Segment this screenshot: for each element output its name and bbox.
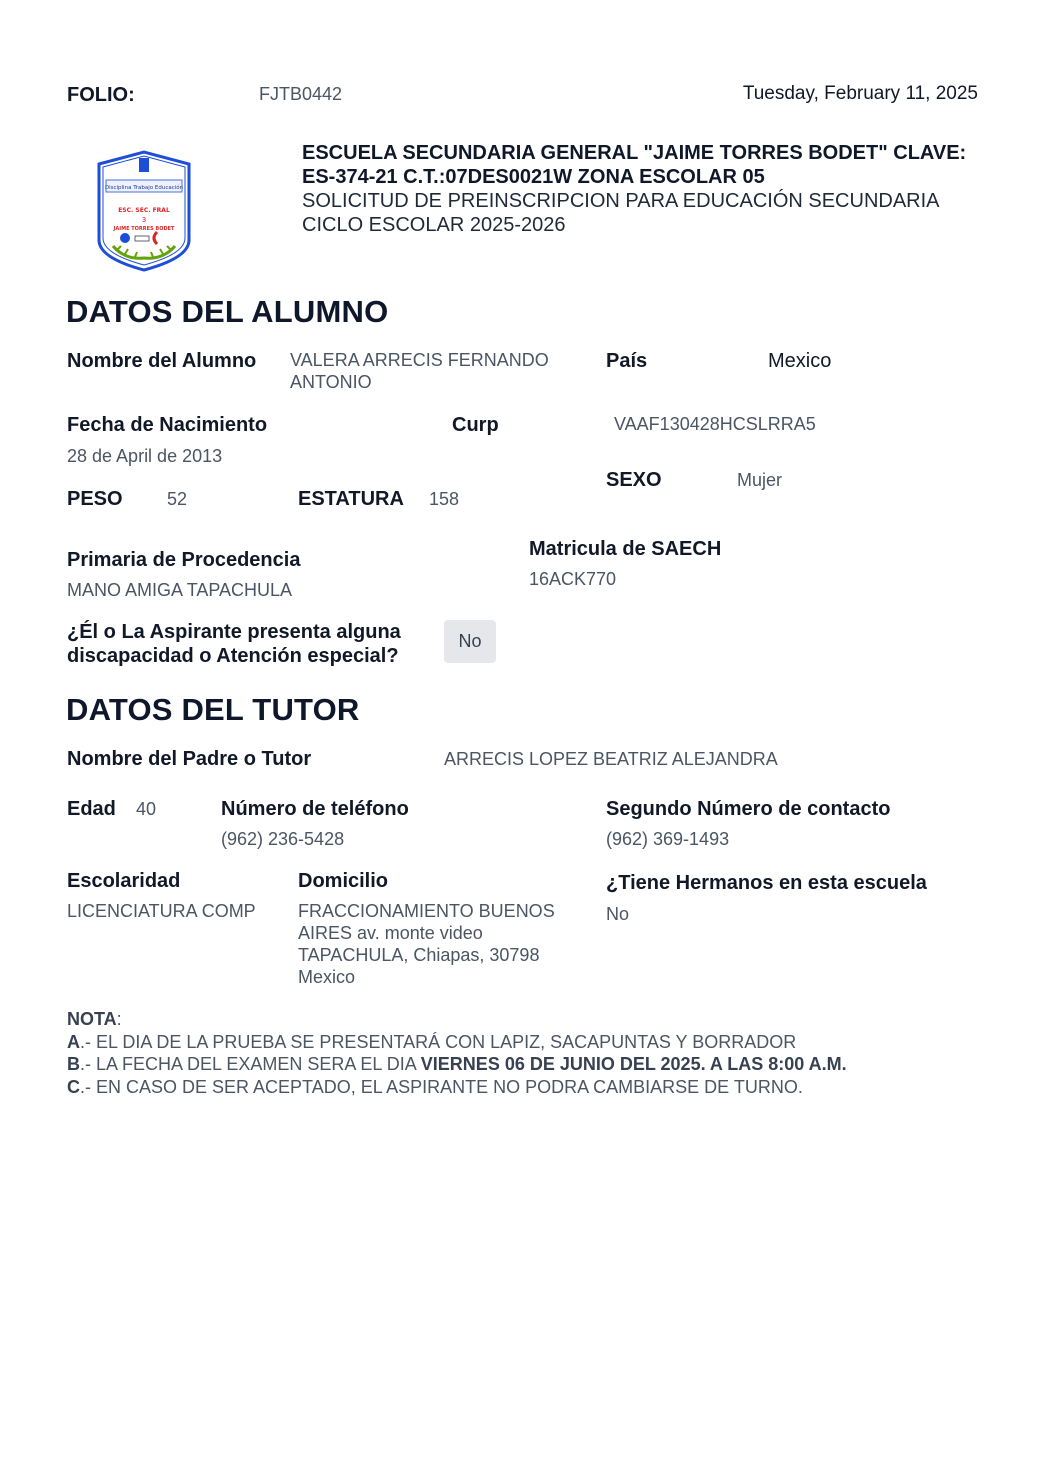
nota-item-b — [67, 1053, 987, 1076]
school-name-line2: ES-374-21 C.T.:07DES0021W ZONA ESCOLAR 05 — [302, 166, 765, 188]
nota-a-letter: A — [67, 1031, 80, 1052]
nota-b-text: .- LA FECHA DEL EXAMEN SERA EL DIA — [80, 1054, 421, 1074]
estatura-value: 158 — [429, 489, 460, 509]
fecha-nacimiento-label: Fecha de Nacimiento — [67, 414, 268, 436]
pais-label: País — [606, 350, 648, 372]
discapacidad-question-line1: ¿Él o La Aspirante presenta alguna — [67, 621, 401, 643]
domicilio-line3: TAPACHULA, Chiapas, 30798 — [298, 945, 540, 965]
peso-value: 52 — [167, 489, 188, 509]
domicilio-line4: Mexico — [298, 967, 356, 987]
escolaridad-value: LICENCIATURA COMP — [67, 901, 256, 921]
folio-value: FJTB0442 — [259, 84, 343, 104]
form-title: SOLICITUD DE PREINSCRIPCION PARA EDUCACIÓN SECUNDARIA — [302, 190, 940, 212]
nombre-alumno-line2: ANTONIO — [290, 372, 372, 392]
school-logo — [95, 150, 193, 272]
logo-name: JAIME TORRES BODET — [113, 226, 175, 232]
discapacidad-question — [67, 620, 401, 668]
nota-block — [67, 1008, 987, 1098]
section-title-alumno: DATOS DEL ALUMNO — [66, 294, 389, 329]
discapacidad-question-line2: discapacidad o Atención especial? — [67, 645, 399, 667]
nota-label: NOTA — [67, 1009, 117, 1029]
pais-value: Mexico — [768, 350, 832, 372]
hermanos-label: ¿Tiene Hermanos en esta escuela — [606, 872, 927, 894]
escolaridad-label: Escolaridad — [67, 870, 181, 892]
school-cycle: CICLO ESCOLAR 2025-2026 — [302, 214, 566, 236]
nota-item-a — [67, 1031, 987, 1054]
telefono-value: (962) 236-5428 — [221, 829, 345, 849]
primaria-label: Primaria de Procedencia — [67, 549, 301, 571]
school-name-line1: ESCUELA SECUNDARIA GENERAL "JAIME TORRES BODET" CLAVE: — [302, 142, 967, 164]
nota-c-text: .- EN CASO DE SER ACEPTADO, EL ASPIRANTE NO PODRA CAMBIARSE DE TURNO. — [80, 1076, 803, 1097]
segundo-numero-label: Segundo Número de contacto — [606, 798, 891, 820]
nota-b-date: VIERNES 06 DE JUNIO DEL 2025. A LAS 8:00 A.M. — [420, 1054, 847, 1074]
fecha-nacimiento-value: 28 de April de 2013 — [67, 446, 223, 466]
matricula-label: Matricula de SAECH — [529, 538, 722, 560]
school-heading — [302, 141, 982, 237]
estatura-label: ESTATURA — [298, 488, 404, 510]
discapacidad-badge: No — [444, 620, 496, 663]
telefono-label: Número de teléfono — [221, 798, 409, 820]
domicilio-line2: AIRES av. monte video — [298, 923, 483, 943]
folio-label: FOLIO: — [67, 84, 135, 106]
primaria-value: MANO AMIGA TAPACHULA — [67, 580, 293, 600]
nombre-alumno-value — [290, 349, 549, 393]
logo-banner-text: Disciplina Trabajo Educación — [104, 185, 184, 191]
nota-b-letter: B — [67, 1054, 80, 1074]
sexo-label: SEXO — [606, 469, 662, 491]
segundo-numero-value: (962) 369-1493 — [606, 829, 730, 849]
logo-number: 3 — [141, 216, 147, 224]
curp-value: VAAF130428HCSLRRA5 — [614, 414, 816, 434]
sexo-value: Mujer — [737, 470, 783, 490]
edad-label: Edad — [67, 798, 116, 820]
curp-label: Curp — [452, 414, 499, 436]
section-title-tutor: DATOS DEL TUTOR — [66, 692, 360, 727]
nombre-alumno-line1: VALERA ARRECIS FERNANDO — [290, 350, 549, 370]
edad-value: 40 — [136, 799, 157, 819]
matricula-value: 16ACK770 — [529, 569, 617, 589]
logo-arc-text: ESC. SEC. FRAL — [118, 207, 170, 214]
nombre-alumno-label: Nombre del Alumno — [67, 350, 257, 372]
domicilio-label: Domicilio — [298, 870, 389, 892]
hermanos-value: No — [606, 904, 630, 924]
nota-item-c — [67, 1076, 987, 1099]
nota-a-text: .- EL DIA DE LA PRUEBA SE PRESENTARÁ CON LAPIZ, SACAPUNTAS Y BORRADOR — [80, 1031, 797, 1052]
nombre-tutor-label: Nombre del Padre o Tutor — [67, 748, 312, 770]
nota-colon: : — [116, 1009, 122, 1029]
nota-c-letter: C — [67, 1076, 80, 1097]
nota-heading — [67, 1008, 987, 1031]
domicilio-value — [298, 900, 555, 988]
peso-label: PESO — [67, 488, 123, 510]
nombre-tutor-value: ARRECIS LOPEZ BEATRIZ ALEJANDRA — [444, 749, 778, 769]
document-date: Tuesday, February 11, 2025 — [742, 83, 978, 104]
domicilio-line1: FRACCIONAMIENTO BUENOS — [298, 901, 555, 921]
